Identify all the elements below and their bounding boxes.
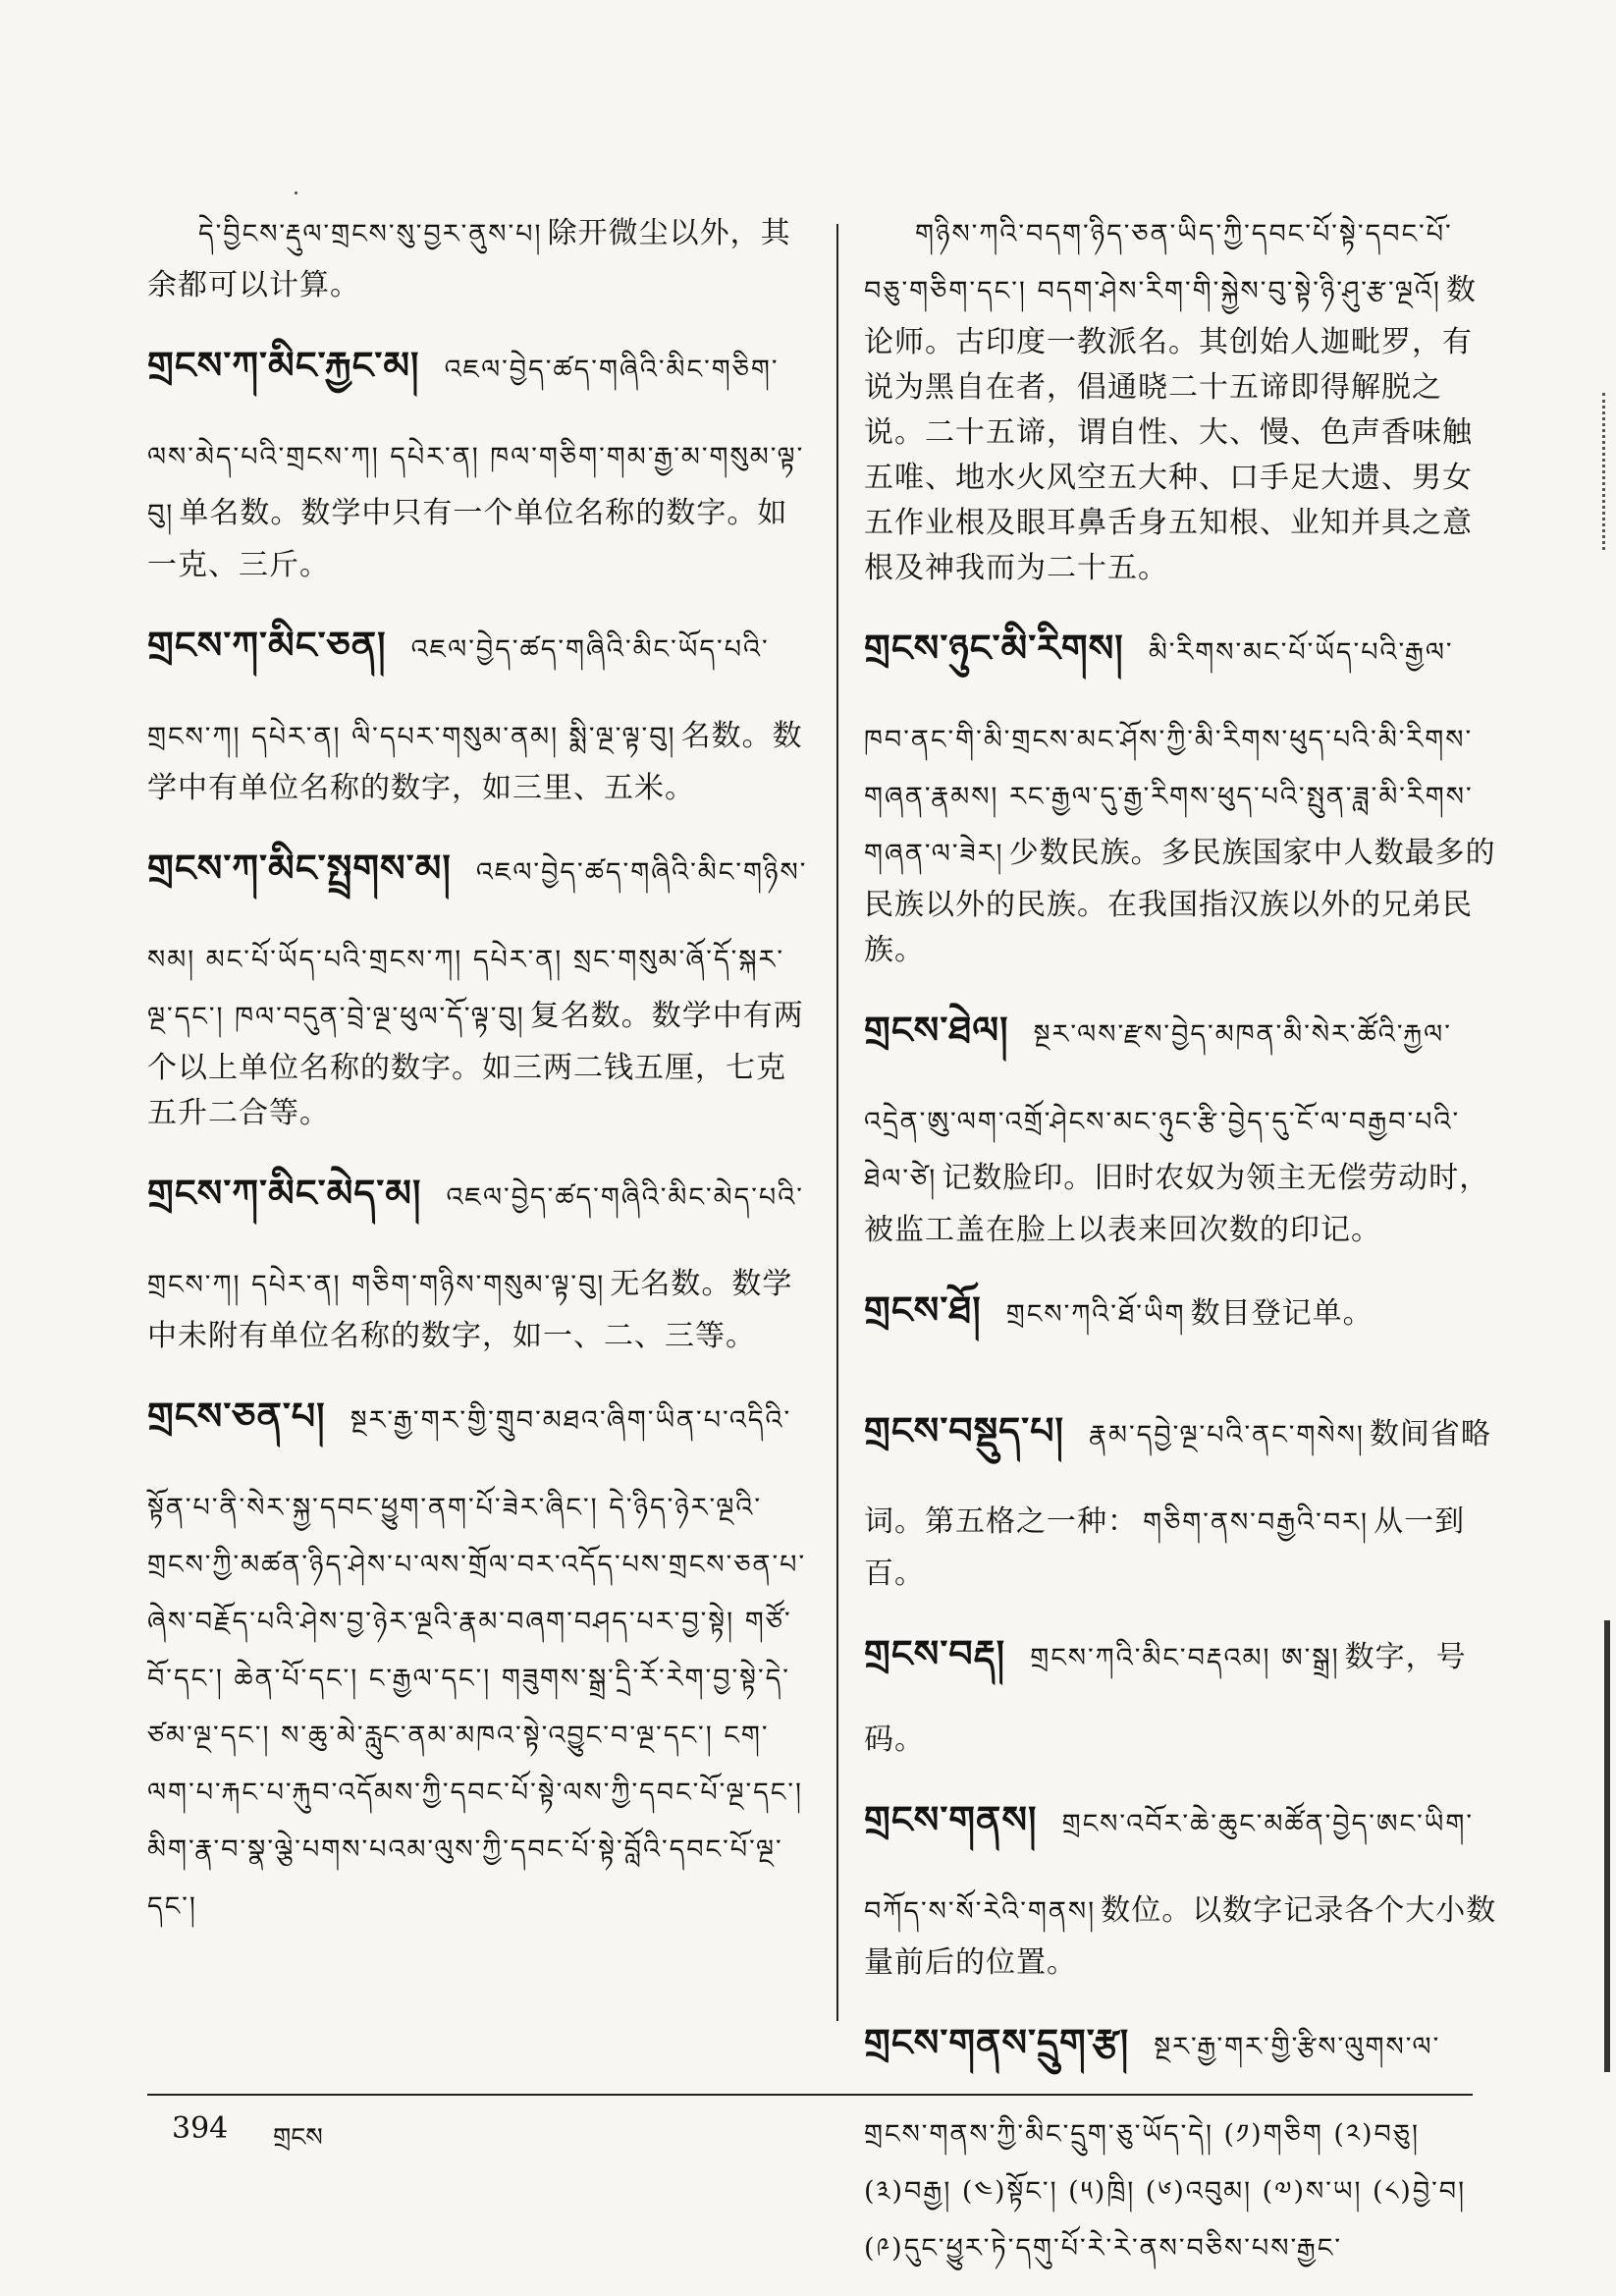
entry	[147, 1152, 810, 1359]
page-number: 394	[172, 2111, 229, 2146]
entry-chinese: 数论师。古印度一教派名。其创始人迦毗罗，有说为黑自在者，倡通晓二十五谛即得解脱之说。二十五谛，谓自性、大、慢、色声香味触五唯、地水火风空五大种、口手足大遗、男女五作业根及眼耳鼻舌身五知根、业知并具之意根及神我而为二十五。	[864, 273, 1477, 585]
entry	[147, 324, 810, 588]
entry-continuation	[147, 206, 810, 308]
entry	[864, 1613, 1497, 1763]
entry-chinese-example: 从一到百。	[864, 1504, 1466, 1591]
entry-headword: གྲངས་ཀ་མིང་སྤྲགས་མ།	[147, 846, 452, 890]
right-column	[864, 206, 1497, 2293]
column-divider	[836, 224, 838, 2021]
entry-chinese: 数目登记单。	[1190, 1296, 1374, 1331]
entry-chinese: 除开微尘以外，其余都可以计算。	[147, 216, 791, 302]
entry	[147, 1375, 810, 1936]
scan-edge-marks	[1602, 393, 1613, 550]
entry	[864, 1269, 1497, 1374]
entry-chinese: 单名数。数学中只有一个单位名称的数字。如一克、三斤。	[147, 496, 788, 582]
entry-chinese: 数位。以数字记录各个大小数量前后的位置。	[864, 1893, 1497, 1980]
entry	[147, 604, 810, 811]
entry	[864, 2001, 1497, 2277]
scan-edge-bar	[1604, 1620, 1610, 2072]
entry-headword: གྲངས་གནས་དྲུག་རྩ།	[864, 2020, 1130, 2064]
entry-tibetan: མི་རིགས་མང་པོ་ཡོད་པའི་རྒྱལ་ཁབ་ནང་གི་མི་གྲངས་མང་ཤོས་ཀྱི་མི་རིགས་ཕུད་པའི་མི་རིགས་གཞན་རྣམས། རང་རྒྱལ་དུ་རྒྱ་རིགས་ཕུད་པའི་སྤུན་ཟླ་མི་རིགས་གཞན་ལ་ཟེར།	[864, 637, 1474, 869]
running-head: གྲངས	[273, 2123, 323, 2153]
entry-tibetan: འཇལ་བྱེད་ཚད་གཞིའི་མིང་ཡོད་པའི་གྲངས་ཀ། དཔེར་ན། ལི་དཔར་གསུམ་ནམ། སྨི་ལྔ་ལྟ་བུ།	[147, 634, 770, 752]
entry-headword: གྲངས་ཀ་མིང་རྐྱང་མ།	[147, 343, 420, 387]
entry-headword: གྲངས་ཉུང་མི་རིགས།	[864, 626, 1124, 670]
entry-headword: གྲངས་ཐེལ།	[864, 1008, 1009, 1052]
entry-tibetan: འཇལ་བྱེད་ཚད་གཞིའི་མིང་གཉིས་སམ། མང་པོ་ཡོད་པའི་གྲངས་ཀ། དཔེར་ན། སྲང་གསུམ་ཞོ་དོ་སྐར་ལྔ་དང་། ཁལ་བདུན་བྲེ་ལྔ་ཕུལ་དོ་ལྟ་བུ།	[147, 857, 808, 1032]
entry-tibetan: འཇལ་བྱེད་ཚད་གཞིའི་མིང་གཅིག་ལས་མེད་པའི་གྲངས་ཀ། དཔེར་ན། ཁལ་གཅིག་གམ་རྒྱ་མ་གསུམ་ལྟ་བུ།	[147, 355, 805, 529]
left-column	[147, 206, 810, 1951]
entry-tibetan: དེ་བྱིངས་རྡུལ་གྲངས་སུ་བྱར་ནུས་པ།	[198, 219, 543, 249]
entry-continuation	[864, 206, 1497, 591]
entry	[147, 827, 810, 1136]
entry	[864, 1390, 1497, 1597]
entry-headword: གྲངས་ཅན་པ།	[147, 1394, 326, 1438]
entry	[864, 607, 1497, 973]
entry-chinese: 记数脸印。旧时农奴为领主无偿劳动时，被监工盖在脸上以表来回次数的印记。	[864, 1161, 1490, 1247]
entry-tibetan: གྲངས་ཀའི་ཐོ་ཡིག	[1005, 1299, 1186, 1330]
entry-tibetan: འཇལ་བྱེད་ཚད་གཞིའི་མིང་མེད་པའི་གྲངས་ཀ། དཔེར་ན། གཅིག་གཉིས་གསུམ་ལྟ་བུ།	[147, 1182, 804, 1300]
entry-chinese: 数间省略词。第五格之一种：	[864, 1417, 1491, 1539]
entry-headword: གྲངས་གནས།	[864, 1797, 1038, 1841]
entry-headword: གྲངས་ཀ་མིང་མེད་མ།	[147, 1171, 422, 1215]
entry-chinese: 复名数。数学中有两个以上单位名称的数字。如三两二钱五厘，七克五升二合等。	[147, 999, 804, 1130]
entry-headword: གྲངས་བསྡུད་པ།	[864, 1408, 1064, 1452]
entry-tibetan: སྔར་རྒྱ་གར་གྱི་རྩིས་ལུགས་ལ་གྲངས་གནས་ཀྱི་མིང་དྲུག་ཅུ་ཡོད་དེ། (༡)གཅིག (༢)བཅུ། (༣)བརྒྱ། (༤)སྟོང་། (༥)ཁྲི། (༦)འབུམ། (༧)ས་ཡ། (༨)བྱེ་བ། (༩)དུང་ཕྱུར་ཏེ་དགུ་པོ་རེ་རེ་ནས་བཅིས་པས་རྒྱང་	[864, 2032, 1467, 2264]
footer-rule	[147, 2094, 1473, 2096]
entry-chinese: 名数。数学中有单位名称的数字，如三里、五米。	[147, 719, 803, 805]
entry-tibetan: སྔར་ལས་རྫས་བྱེད་མཁན་མི་སེར་ཚོའི་རྐྱལ་འདྲེན་ཨུ་ལག་འགྲོ་ཤེངས་མང་ཉུང་རྩི་བྱེད་དུ་ངོ་ལ་བརྒྱབ་པའི་ཐེལ་ཙེ།	[864, 1019, 1461, 1194]
entry-tibetan: གྲངས་ཀའི་མིང་བརྡའམ། ཨ་སྒྲ།	[1030, 1643, 1340, 1673]
entry	[864, 1778, 1497, 1986]
stray-mark	[295, 191, 297, 194]
entry	[864, 989, 1497, 1253]
entry-tibetan: གྲངས་འབོར་ཆེ་ཆུང་མཚོན་བྱེད་ཨང་ཡིག་བཀོད་ས་སོ་རེའི་གནས།	[864, 1809, 1475, 1927]
entry-chinese: 少数民族。多民族国家中人数最多的民族以外的民族。在我国指汉族以外的兄弟民族。	[864, 836, 1496, 967]
entry-chinese: 数字，号码。	[864, 1640, 1467, 1757]
entry-headword: གྲངས་ཐོ།	[864, 1287, 982, 1332]
entry-headword: གྲངས་བརྡ།	[864, 1631, 1006, 1675]
entry-tibetan: རྣམ་དབྱེ་ལྔ་པའི་ནང་གསེས།	[1089, 1420, 1365, 1450]
entry-tibetan: གཉིས་ཀའི་བདག་ཉིད་ཅན་ཡིད་ཀྱི་དབང་པོ་སྟེ་དབང་པོ་བཅུ་གཅིག་དང་། བདག་ཤེས་རིག་གི་སྐྱེས་བུ་སྟེ་ཉི་ཤུ་རྩ་ལྔའོ།	[864, 219, 1453, 306]
entry-tibetan-example: གཅིག་ནས་བརྒྱའི་བར།	[1143, 1507, 1369, 1538]
entry-headword: གྲངས་ཀ་མིང་ཅན།	[147, 623, 387, 667]
entry-tibetan: སྔར་རྒྱ་གར་གྱི་གྲུབ་མཐའ་ཞིག་ཡིན་པ་འདིའི་སྟོན་པ་ནི་སེར་སྐྱ་དབང་ཕྱུག་ནག་པོ་ཟེར་ཞིང་། དེ་ཉིད་ཉེར་ལྔའི་གྲངས་ཀྱི་མཚན་ཉིད་ཤེས་པ་ལས་གྲོལ་བར་འདོད་པས་གྲངས་ཅན་པ་ཞེས་བརྗོད་པའི་ཤེས་བྱ་ཉེར་ལྔའི་རྣམ་བཞག་བཤད་པར་བྱ་སྟེ། གཙོ་བོ་དང་། ཆེན་པོ་དང་། ང་རྒྱལ་དང་། གཟུགས་སྒྲ་དྲི་རོ་རེག་བྱ་སྟེ་དེ་ཙམ་ལྔ་དང་། ས་ཆུ་མེ་རླུང་ནམ་མཁའ་སྟེ་འབྱུང་བ་ལྔ་དང་། ངག་ལག་པ་རྐང་པ་རྐུབ་འདོམས་ཀྱི་དབང་པོ་སྟེ་ལས་ཀྱི་དབང་པོ་ལྔ་དང་། མིག་རྣ་བ་སྣ་ལྕེ་པགས་པའམ་ལུས་ཀྱི་དབང་པོ་སྟེ་བློའི་དབང་པོ་ལྔ་དང་།	[147, 1405, 807, 1922]
entry-chinese: 无名数。数学中未附有单位名称的数字，如一、二、三等。	[147, 1267, 793, 1353]
